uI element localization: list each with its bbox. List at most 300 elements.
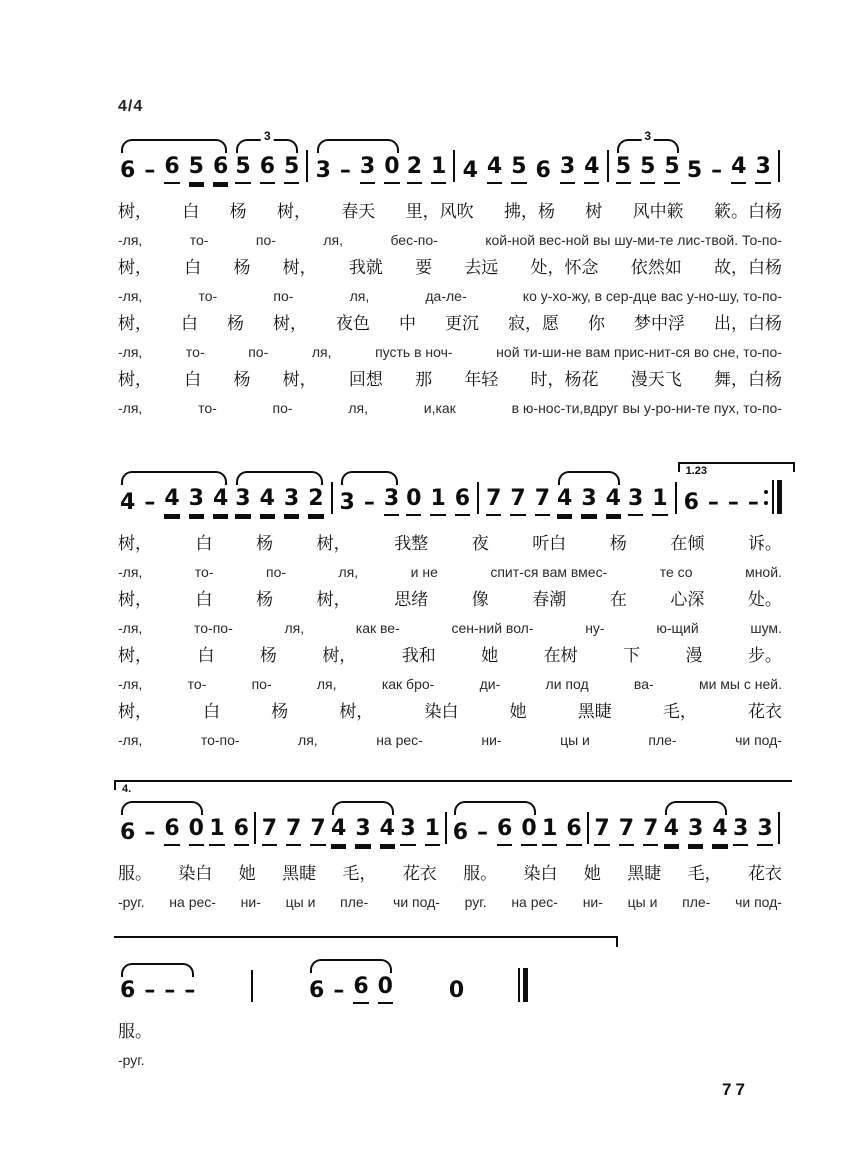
lyric-segment: 处。 <box>747 590 782 609</box>
lyric-segment: и,как <box>423 400 456 416</box>
lyric-segment: 白 <box>195 534 213 553</box>
note-digit: 1 <box>209 816 224 846</box>
lyric-segment: 春潮 <box>532 590 567 609</box>
barline <box>251 970 253 1002</box>
lyric-segment: 树， <box>118 590 152 609</box>
system <box>118 124 782 422</box>
lyric-segment: 你 <box>588 314 605 333</box>
lyric-segment: то- <box>198 288 218 304</box>
note-digit: 3 <box>688 816 703 846</box>
volta-label: 4. <box>122 783 132 795</box>
lyric-segment: 春天 <box>341 202 376 221</box>
note-group <box>207 816 251 846</box>
note-digit: 1 <box>652 486 667 516</box>
repeat-dot <box>764 490 768 494</box>
lyric-segment: 寂，愿 <box>508 314 559 333</box>
lyric-segment: 思绪 <box>394 590 429 609</box>
dash-token: – <box>747 490 759 515</box>
lyric-segment: 白 <box>182 202 200 221</box>
note-digit: 3 <box>355 816 370 846</box>
note-digit: 7 <box>286 816 301 846</box>
lyric-segment: ми мы с ней. <box>698 676 782 692</box>
note-digit: 6 <box>309 978 325 1003</box>
lyric-segment: 树， <box>339 702 374 721</box>
note-digit: 0 <box>521 816 536 846</box>
lyric-segment: 服。 <box>463 864 498 883</box>
note-digit: 3 <box>757 816 772 846</box>
note-digit: 7 <box>262 816 277 846</box>
lyric-segment: то- <box>185 344 205 360</box>
barline <box>778 150 780 182</box>
lyric-segment: чи под- <box>735 894 782 910</box>
note-digit: 5 <box>686 158 703 183</box>
lyric-segment: чи под- <box>393 894 440 910</box>
note-digit: 6 <box>120 820 136 845</box>
note-digit: 5 <box>284 154 299 184</box>
lyric-segment: 漫天飞 <box>630 370 682 389</box>
lyric-segment: 白 <box>184 370 202 389</box>
note-digit: 1 <box>431 154 446 184</box>
system <box>118 932 782 1074</box>
lyric-segment: ля, <box>338 564 359 580</box>
lyrics-block <box>118 530 782 754</box>
note-group <box>592 816 660 846</box>
lyric-segment: то-по- <box>200 732 240 748</box>
note-digit: 3 <box>384 486 399 516</box>
barline <box>477 482 479 514</box>
note-digit: 3 <box>755 154 770 184</box>
lyric-segment: 树， <box>118 534 152 553</box>
score-sheet <box>118 98 782 1074</box>
note-digit: 5 <box>664 154 679 184</box>
lyric-segment: 步。 <box>747 646 782 665</box>
note-digit: 5 <box>189 154 204 184</box>
lyric-segment: как бро- <box>381 676 435 692</box>
lyric-segment: и не <box>410 564 438 580</box>
lyric-segment: в ю-нос-ти,вдруг вы у-ро-ни-те пух, то-по- <box>511 400 782 416</box>
lyric-segment: кой-ной вес-ной вы шу-ми-те лис-твой. То-по- <box>485 232 782 248</box>
note-digit: 3 <box>284 486 299 516</box>
note-digit: 7 <box>619 816 634 846</box>
lyric-segment: ля, <box>323 232 343 248</box>
lyric-line-chinese <box>118 642 782 670</box>
lyric-segment: 在倾 <box>670 534 705 553</box>
slur-arc <box>454 801 536 815</box>
lyric-segment: на рес- <box>511 894 558 910</box>
lyric-line-russian <box>118 282 782 310</box>
lyric-segment: 杨 <box>233 370 251 389</box>
note-digit: 4 <box>731 154 746 184</box>
note-digit: 5 <box>640 154 655 184</box>
notation-line <box>118 124 782 184</box>
note-digit: 4 <box>260 486 275 516</box>
notation-line <box>118 776 782 846</box>
lyric-segment: ля, <box>311 344 332 360</box>
lyric-segment: 树， <box>276 202 311 221</box>
note-group <box>118 816 206 846</box>
lyric-segment: 毛， <box>662 702 697 721</box>
lyric-line-chinese <box>118 530 782 558</box>
note-digit: 7 <box>310 816 325 846</box>
lyric-segment: -ля, <box>118 400 143 416</box>
dash-token: – <box>711 158 723 183</box>
barline <box>778 812 780 844</box>
note-group <box>338 486 402 516</box>
lyric-segment: цы и <box>560 732 590 748</box>
note-group <box>555 486 623 516</box>
note-digit: 4 <box>164 486 179 516</box>
lyric-segment: 要 <box>415 258 433 277</box>
lyric-segment: -ля, <box>118 676 143 692</box>
lyric-segment: те со <box>659 564 693 580</box>
lyric-segment: 依然如 <box>630 258 682 277</box>
lyric-segment: ля, <box>284 620 305 636</box>
lyric-segment: по- <box>272 400 293 416</box>
note-group <box>447 978 466 1004</box>
note-group <box>329 816 397 846</box>
note-digit: 0 <box>384 154 399 184</box>
lyric-segment: мной. <box>745 564 782 580</box>
final-barline <box>518 968 528 1002</box>
note-digit: 4 <box>331 816 346 846</box>
dash-token: – <box>477 820 488 845</box>
note-digit: 7 <box>594 816 609 846</box>
slur-arc <box>121 801 203 815</box>
lyric-segment: 杨 <box>256 590 274 609</box>
note-digit: 4 <box>213 486 228 516</box>
lyric-segment: 听白 <box>532 534 567 553</box>
page-number: 77 <box>722 1080 749 1099</box>
note-digit: 7 <box>510 486 525 516</box>
lyric-segment: 夜色 <box>336 314 370 333</box>
lyric-segment: 像 <box>471 590 489 609</box>
lyric-segment: 舞，白杨 <box>713 370 782 389</box>
lyric-line-chinese <box>118 254 782 282</box>
lyric-segment: ля, <box>298 732 318 748</box>
lyric-segment: 树， <box>118 258 152 277</box>
lyric-segment: пусть в ноч- <box>375 344 453 360</box>
lyric-segment: 簌。白杨 <box>713 202 782 221</box>
barline <box>445 812 447 844</box>
lyric-segment: чи под- <box>735 732 782 748</box>
lyric-segment: 在树 <box>543 646 578 665</box>
lyric-line-russian <box>118 614 782 642</box>
lyric-segment: то-по- <box>194 620 233 636</box>
volta-bracket <box>678 462 795 477</box>
lyric-segment: 拂，杨 <box>503 202 555 221</box>
systems-container <box>118 124 782 1074</box>
lyric-segment: 树， <box>118 702 152 721</box>
note-digit: 3 <box>189 486 204 516</box>
lyric-segment: 树， <box>322 646 357 665</box>
lyric-segment: 年轻 <box>464 370 499 389</box>
lyric-segment: 白 <box>203 702 221 721</box>
note-digit: 5 <box>616 154 631 184</box>
note-group <box>404 486 472 516</box>
note-digit: 1 <box>430 486 445 516</box>
barline-thick <box>523 968 528 1002</box>
note-group <box>662 816 730 846</box>
lyric-segment: на рес- <box>169 894 216 910</box>
dash-token: – <box>333 978 345 1003</box>
note-digit: 6 <box>566 816 581 846</box>
lyric-segment: 杨 <box>229 202 247 221</box>
lyric-segment: 花衣 <box>748 702 782 721</box>
note-group <box>118 486 230 516</box>
lyric-segment: 白 <box>181 314 198 333</box>
note-digit: 3 <box>360 154 375 184</box>
slur-arc <box>236 471 322 485</box>
dash-token: – <box>144 158 156 183</box>
slur-arc <box>341 471 399 485</box>
note-digit: 1 <box>425 816 440 846</box>
note-group <box>314 154 402 184</box>
lyric-line-chinese <box>118 1018 782 1046</box>
lyric-segment: пле- <box>340 894 369 910</box>
lyric-line-russian <box>118 1046 782 1074</box>
slur-arc <box>332 801 394 815</box>
lyric-segment: ной ти-ши-не вам прис-нит-ся во сне, то-по- <box>496 344 782 360</box>
lyric-segment: то- <box>187 676 207 692</box>
note-group <box>398 816 442 846</box>
lyric-line-chinese <box>118 366 782 394</box>
lyric-segment: 树， <box>282 370 317 389</box>
lyric-segment: ва- <box>633 676 654 692</box>
note-group <box>540 816 584 846</box>
lyric-segment: пле- <box>682 894 711 910</box>
lyric-segment: 出，白杨 <box>714 314 782 333</box>
lyric-line-russian <box>118 670 782 698</box>
dash-token: – <box>707 490 719 515</box>
note-digit: 6 <box>164 154 179 184</box>
lyric-segment: то- <box>194 564 214 580</box>
note-digit: 4 <box>557 486 572 516</box>
note-digit: 6 <box>120 978 136 1003</box>
lyric-segment: 下 <box>623 646 641 665</box>
lyric-segment: 回想 <box>348 370 383 389</box>
dash-token: – <box>164 978 176 1003</box>
lyric-segment: -ля, <box>118 288 143 304</box>
barline <box>254 812 256 844</box>
lyric-segment: бес-по- <box>390 232 438 248</box>
note-digit: 6 <box>260 154 275 184</box>
lyric-segment: 时，杨花 <box>530 370 599 389</box>
note-digit: 4 <box>462 158 478 183</box>
lyric-segment: 树， <box>273 314 307 333</box>
system <box>118 448 782 754</box>
note-digit: 3 <box>400 816 415 846</box>
lyric-line-chinese <box>118 586 782 614</box>
note-digit: 6 <box>683 490 699 515</box>
note-group <box>260 816 328 846</box>
lyric-segment: да-ле- <box>425 288 467 304</box>
lyric-line-chinese <box>118 310 782 338</box>
barline-thick <box>777 480 782 514</box>
lyric-segment: 染白 <box>424 702 459 721</box>
lyric-segment: руг. <box>464 894 487 910</box>
note-digit: 5 <box>511 154 526 184</box>
lyric-segment: 心深 <box>670 590 705 609</box>
slur-arc <box>558 471 620 485</box>
lyric-segment: -ля, <box>118 732 143 748</box>
lyric-segment: ля, <box>316 676 337 692</box>
lyric-segment: 她 <box>583 864 601 883</box>
note-digit: 7 <box>535 486 550 516</box>
lyric-segment: ни- <box>582 894 603 910</box>
lyric-segment: 白 <box>197 646 215 665</box>
lyric-segment: 我整 <box>394 534 429 553</box>
note-group <box>484 486 552 516</box>
lyric-line-russian <box>118 338 782 366</box>
volta-bracket-continuation <box>114 936 618 938</box>
lyric-segment: 漫 <box>685 646 703 665</box>
lyric-segment: 我和 <box>401 646 436 665</box>
lyrics-block <box>118 860 782 916</box>
dash-token: – <box>184 978 196 1003</box>
lyric-line-russian <box>118 888 782 916</box>
lyric-segment: шум. <box>750 620 782 636</box>
note-digit: 6 <box>213 154 228 184</box>
lyric-segment: на рес- <box>376 732 423 748</box>
dash-token: – <box>339 158 351 183</box>
note-digit: 3 <box>235 486 250 516</box>
note-group <box>685 154 773 184</box>
lyric-segment: 染白 <box>523 864 558 883</box>
lyric-segment: ко у-хо-жу, в сер-дце вас у-но-шу, то-по- <box>522 288 782 304</box>
note-digit: 4 <box>380 816 395 846</box>
note-digit: 4 <box>606 486 621 516</box>
lyric-segment: по- <box>248 344 269 360</box>
lyric-segment: ну- <box>585 620 605 636</box>
note-digit: 6 <box>452 820 468 845</box>
note-digit: 0 <box>378 974 393 1004</box>
lyric-segment: 那 <box>415 370 433 389</box>
note-digit: 3 <box>628 486 643 516</box>
lyric-line-russian <box>118 726 782 754</box>
lyric-segment: цы и <box>627 894 658 910</box>
lyric-segment: 梦中浮 <box>634 314 685 333</box>
lyric-segment: 中 <box>399 314 416 333</box>
note-group <box>682 465 761 516</box>
note-digit: 6 <box>353 974 368 1004</box>
lyric-segment: по- <box>251 676 272 692</box>
lyric-segment: 服。 <box>118 1022 152 1041</box>
lyric-segment: 树， <box>316 534 351 553</box>
lyric-line-chinese <box>118 198 782 226</box>
lyric-line-russian <box>118 558 782 586</box>
system <box>118 776 782 916</box>
note-digit: 6 <box>455 486 470 516</box>
lyric-segment: 她 <box>509 702 527 721</box>
dash-token: – <box>727 490 739 515</box>
lyric-segment: -ля, <box>118 344 143 360</box>
note-digit: 4 <box>487 154 502 184</box>
lyric-segment: 树， <box>282 258 317 277</box>
lyric-segment: то- <box>198 400 217 416</box>
barline-thin <box>772 480 774 514</box>
lyric-segment: ни- <box>481 732 502 748</box>
lyric-segment: 杨 <box>256 534 274 553</box>
barline <box>675 482 677 514</box>
note-group <box>626 486 670 516</box>
lyric-segment: ю-щий <box>656 620 699 636</box>
lyric-segment: 树， <box>118 202 152 221</box>
lyric-segment: 杨 <box>609 534 627 553</box>
note-digit: 0 <box>448 978 465 1003</box>
lyric-segment: -ля, <box>118 232 143 248</box>
lyric-segment: 她 <box>481 646 499 665</box>
lyric-segment: 毛， <box>687 864 722 883</box>
note-digit: 6 <box>234 816 249 846</box>
slur-arc <box>121 139 227 153</box>
lyric-line-chinese <box>118 860 782 888</box>
note-digit: 0 <box>189 816 204 846</box>
tuplet-number: 3 <box>261 130 274 142</box>
dash-token: – <box>144 490 156 515</box>
lyric-segment: 花衣 <box>747 864 782 883</box>
barline <box>331 482 333 514</box>
lyric-segment: 白 <box>195 590 213 609</box>
slur-arc <box>121 963 194 977</box>
lyric-segment: ля, <box>349 288 370 304</box>
repeat-barline <box>764 480 782 514</box>
lyric-segment: 里，风吹 <box>405 202 474 221</box>
note-group <box>118 978 197 1004</box>
lyric-segment: -руг. <box>118 1052 145 1068</box>
note-digit: 4 <box>712 816 727 846</box>
note-digit: 3 <box>581 486 596 516</box>
lyric-segment: 黑睫 <box>627 864 662 883</box>
note-digit: 2 <box>308 486 323 516</box>
barline-thin <box>518 968 520 1002</box>
volta-label: 1.23 <box>685 465 707 477</box>
lyric-segment: -ля, <box>118 620 143 636</box>
lyrics-block <box>118 1018 782 1074</box>
lyric-segment: 在 <box>609 590 627 609</box>
barline <box>587 812 589 844</box>
barline <box>306 150 308 182</box>
note-digit: 3 <box>339 490 355 515</box>
lyric-segment: то- <box>189 232 209 248</box>
note-group <box>233 486 325 516</box>
note-group <box>307 974 395 1004</box>
lyric-segment: 故，白杨 <box>713 258 782 277</box>
barline <box>453 150 455 182</box>
lyric-line-russian <box>118 394 782 422</box>
lyric-segment: 树， <box>118 646 152 665</box>
slur-arc <box>310 959 392 973</box>
note-group <box>614 129 682 184</box>
lyric-segment: цы и <box>285 894 316 910</box>
lyric-line-russian <box>118 226 782 254</box>
lyric-segment: 杨 <box>233 258 251 277</box>
lyric-segment: сен-ний вол- <box>451 620 534 636</box>
lyric-segment: как ве- <box>355 620 400 636</box>
note-digit: 4 <box>584 154 599 184</box>
note-digit: 5 <box>235 154 250 184</box>
lyric-segment: пле- <box>648 732 677 748</box>
lyric-segment: по- <box>273 288 294 304</box>
lyric-segment: 树 <box>585 202 603 221</box>
note-group <box>118 154 230 184</box>
note-digit: 3 <box>560 154 575 184</box>
lyric-segment: по- <box>265 564 287 580</box>
lyric-segment: 树， <box>118 370 152 389</box>
lyric-segment: 花衣 <box>402 864 437 883</box>
lyric-segment: 诉。 <box>747 534 782 553</box>
lyric-segment: 去远 <box>464 258 499 277</box>
lyric-segment: 杨 <box>271 702 289 721</box>
